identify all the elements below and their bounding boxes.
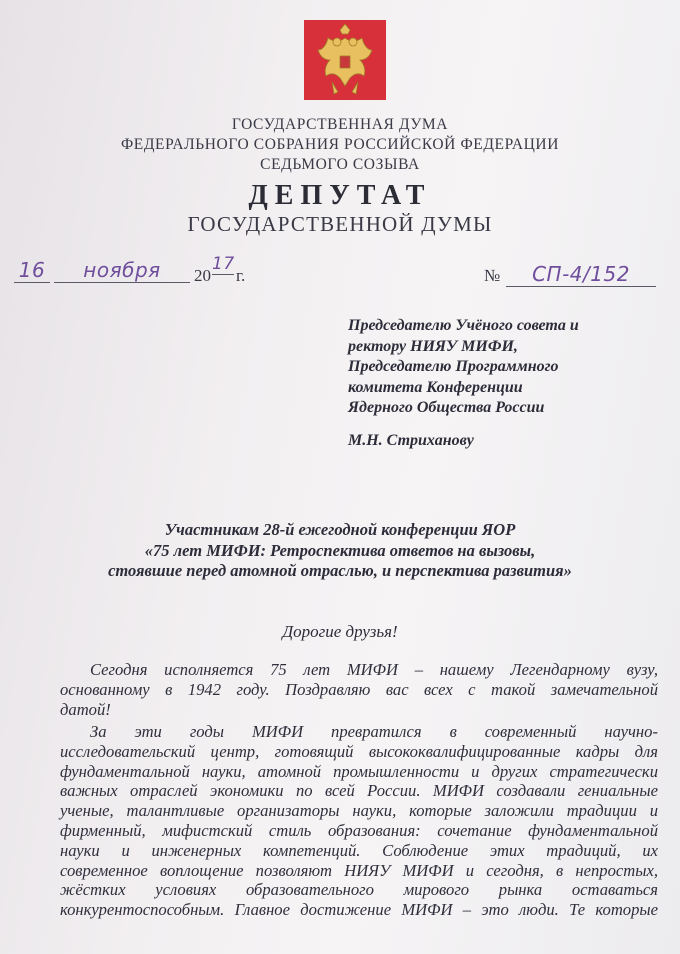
date-day: 16 [14,258,50,283]
paragraph-line: исследовательский центр, готовящий высококвалифицированные кадры для [60,741,658,761]
addressee-line: Председателю Учёного совета и [348,317,579,334]
title-line: стоявшие перед атомной отраслью, и перспектива развития» [108,561,572,580]
letter-title [0,520,680,582]
paragraph-line: конкурентоспособным. Главное достижение МИФИ – это люди. Те которые [60,900,658,920]
date-year: 17 [212,254,235,274]
paragraph-line: фирменный, мифистский стиль образования: сочетание фундаментальной [60,820,658,840]
header-line-convocation: СЕДЬМОГО СОЗЫВА [260,156,420,173]
title-line: «75 лет МИФИ: Ретроспектива ответов на вызовы, [144,540,536,560]
paragraph-line: важных отраслей экономики по всей России. МИФИ создавали гениальные [60,781,658,801]
paragraph-1 [60,660,658,719]
header-line-federal-assembly: ФЕДЕРАЛЬНОГО СОБРАНИЯ РОССИЙСКОЙ ФЕДЕРАЦИИ [120,136,560,153]
coat-of-arms-emblem [304,20,386,100]
addressee-line: Председателю Программного [348,358,559,375]
header-state-duma: ГОСУДАРСТВЕННОЙ ДУМЫ [187,212,493,236]
addressee-line: Ядерного Общества России [348,399,545,416]
paragraph-line: современное воплощение позволяют НИЯУ МИФИ и сегодня, в непростых, [60,860,658,880]
paragraph-line: науки и инженерных компетенций. Соблюдение этих традиций, их [60,840,658,860]
number-value: СП-4/152 [506,262,656,287]
paragraph-line: жёстких условиях образовательного мирового рынка оставаться [60,880,658,900]
paragraph-line: датой! [60,699,111,719]
addressee-line: комитета Конференции [348,378,523,396]
addressee-block [348,316,668,451]
addressee-line: ректору НИЯУ МИФИ, [348,337,518,355]
date-month: ноября [54,258,190,283]
date-century: 20 [194,266,211,285]
title-line: Участникам 28-й ежегодной конференции ЯОР [164,520,516,539]
date-line [14,254,254,288]
paragraph-line: фундаментальной науки, атомной промышленности и других стратегически [60,761,658,781]
date-suffix: г. [236,266,246,285]
paragraph-2 [60,722,658,920]
paragraph-line: За эти годы МИФИ превратился в современный научно- [90,722,658,741]
paragraph-line: основанному в 1942 году. Поздравляю вас всех с такой замечательной [60,679,658,699]
header-deputy: ДЕПУТАТ [248,180,432,211]
paragraph-line: ученые, талантливые организаторы науки, которые заложили традиции и [60,801,658,821]
addressee-name: М.Н. Стриханову [348,431,474,449]
header-line-duma: ГОСУДАРСТВЕННАЯ ДУМА [231,116,449,133]
greeting: Дорогие друзья! [282,622,398,641]
document-number [484,262,664,292]
paragraph-line: Сегодня исполняется 75 лет МИФИ – нашему Легендарному вузу, [90,660,658,679]
number-label: № [484,266,501,285]
